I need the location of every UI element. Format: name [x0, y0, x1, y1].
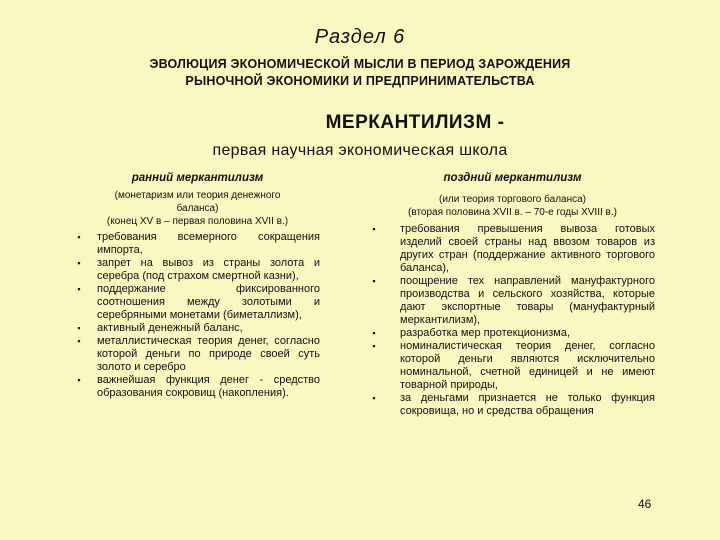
list-item-text: номиналистическая теория денег, согласно которой деньги являются исключительно номинальной, счетной единицей и не имеют товарной природы, [400, 340, 655, 391]
left-column-heading: ранний меркантилизм [131, 172, 264, 184]
list-item-text: поддержание фиксированного соотношения между золотыми и серебряными монетами (биметаллизм), [97, 283, 320, 321]
list-item-text: разработка мер протекционизма, [400, 327, 571, 339]
list-item-text: требования всемерного сокращения импорта, [97, 231, 320, 256]
bullet-icon: ▪ [372, 276, 376, 286]
list-item [75, 231, 320, 257]
bullet-icon: ▪ [77, 323, 81, 333]
list-item [75, 257, 320, 283]
right-column-list [370, 223, 655, 418]
list-item-text: активный денежный баланс, [97, 322, 243, 334]
list-item [75, 335, 320, 374]
left-column [75, 172, 320, 400]
list-item [75, 283, 320, 322]
right-column-subtitle: (или теория торгового баланса) [438, 194, 587, 205]
bullet-icon: ▪ [77, 232, 81, 242]
right-column-heading: поздний меркантилизм [443, 172, 582, 184]
bullet-icon: ▪ [77, 284, 81, 294]
right-column [370, 172, 655, 418]
list-item [370, 327, 655, 340]
left-column-list [75, 231, 320, 400]
bullet-icon: ▪ [372, 224, 376, 234]
list-item [370, 392, 655, 418]
list-item [75, 374, 320, 400]
main-title: МЕРКАНТИЛИЗМ - [325, 112, 505, 133]
bullet-icon: ▪ [372, 328, 376, 338]
list-item-text: поощрение тех направлений мануфактурного производства и сельского хозяйства, которые дают экспортные товары (мануфактурный меркантилизм), [400, 275, 655, 326]
list-item [370, 275, 655, 327]
list-item-text: важнейшая функция денег - средство образования сокровищ (накопления). [97, 374, 320, 399]
bullet-icon: ▪ [77, 336, 81, 346]
heading-line-2: РЫНОЧНОЙ ЭКОНОМИКИ И ПРЕДПРИНИМАТЕЛЬСТВА [185, 74, 535, 88]
heading-line-1: ЭВОЛЮЦИЯ ЭКОНОМИЧЕСКОЙ МЫСЛИ В ПЕРИОД ЗАРОЖДЕНИЯ [149, 57, 571, 71]
subtitle: первая научная экономическая школа [212, 142, 508, 159]
bullet-icon: ▪ [372, 393, 376, 403]
bullet-icon: ▪ [77, 375, 81, 385]
section-title: Раздел 6 [314, 26, 406, 48]
bullet-icon: ▪ [372, 341, 376, 351]
list-item-text: запрет на вывоз из страны золота и серебра (под страхом смертной казни), [97, 257, 320, 282]
left-column-period: (конец XV в – первая половина XVII в.) [106, 216, 289, 227]
bullet-icon: ▪ [77, 258, 81, 268]
list-item [75, 322, 320, 335]
list-item-text: требования превышения вывоза готовых изделий своей страны над ввозом товаров из других стран (поддержание активного торгового баланса), [400, 223, 655, 274]
list-item [370, 223, 655, 275]
list-item-text: металлистическая теория денег, согласно которой деньги по природе своей суть золото и серебро [97, 335, 320, 373]
page-number: 46 [638, 497, 652, 511]
list-item-text: за деньгами признается не только функция сокровища, но и средства обращения [400, 392, 655, 417]
list-item [370, 340, 655, 392]
right-column-period: (вторая половина XVII в. – 70-е годы XVIII в.) [408, 207, 617, 218]
left-column-subtitle: (монетаризм или теория денежного баланса) [114, 190, 281, 214]
